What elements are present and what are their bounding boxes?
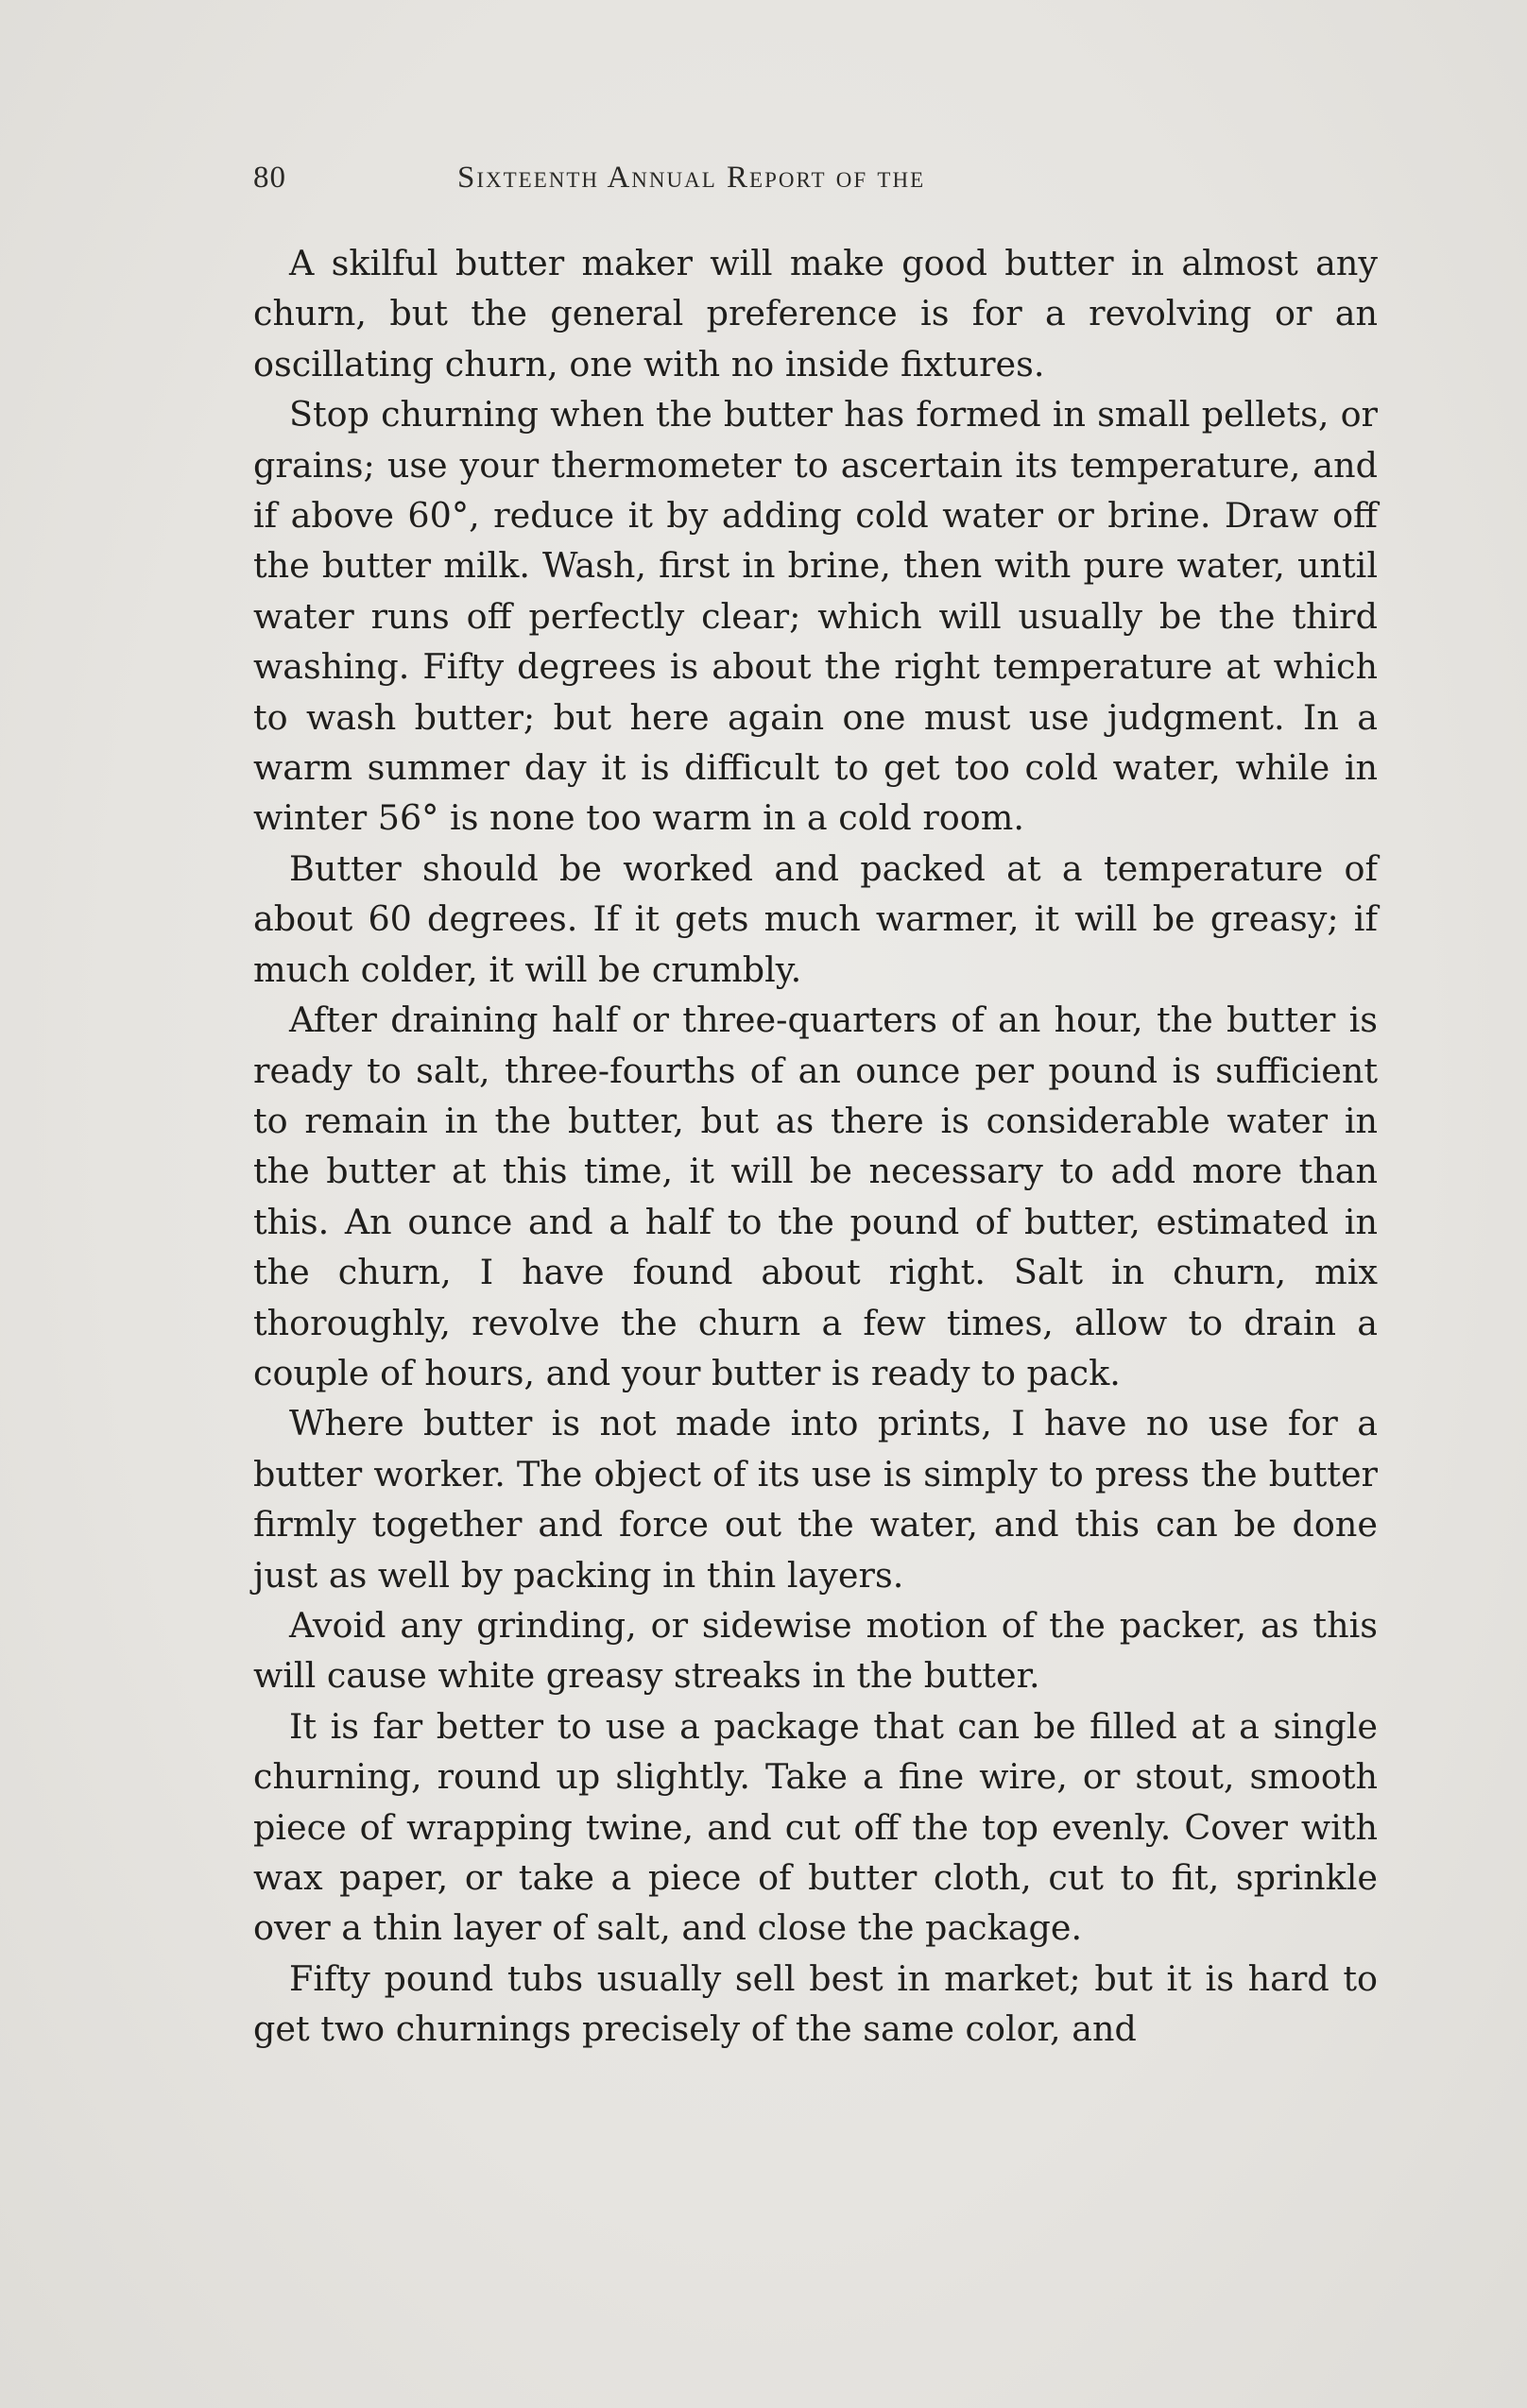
page-header xyxy=(253,161,1378,202)
paragraph-tubs: Fifty pound tubs usually sell best in market; but it is hard to get two churnings precisely of the same color, and xyxy=(253,1957,1378,2050)
page-number: 80 xyxy=(253,161,286,195)
body-text xyxy=(253,238,1378,2055)
paragraph-butter-worker: Where butter is not made into prints, I have no use for a butter worker. The object of its use is simply to press the butter firmly together and force out the water, and this can be done just as well by packing in thin layers. xyxy=(253,1403,1378,1596)
paragraph-avoid-grinding: Avoid any grinding, or sidewise motion of the packer, as this will cause white greasy streaks in the butter. xyxy=(253,1604,1378,1697)
paragraph-working-temperature: Butter should be worked and packed at a temperature of about 60 degrees. If it gets much warmer, it will be greasy; if much colder, it will be crumbly. xyxy=(253,847,1378,990)
paragraph-stop-churning: Stop churning when the butter has formed in small pellets, or grains; use your thermometer to ascertain its temperature, and if above 60°, reduce it by adding cold water or brine. Draw off the butter milk. Wash, first in brine, then with pure water, until water runs off perfectly clear; which will usually be the third washing. Fifty degrees is about the right temperature at which to wash butter; but here again one must use judgment. In a warm summer day it is difficult to get too cold water, while in winter 56° is none too warm in a cold room. xyxy=(253,394,1378,839)
paragraph-salting: After draining half or three-quarters of an hour, the butter is ready to salt, three-fourths of an ounce per pound is sufficient to remain in the butter, but as there is considerable water in the butter at this time, it will be necessary to add more than this. An ounce and a half to the pound of butter, estimated in the churn, I have found about right. Salt in churn, mix thoroughly, revolve the churn a few times, allow to drain a couple of hours, and your butter is ready to pack. xyxy=(253,999,1378,1393)
paragraph-churn-choice: A skilful butter maker will make good butter in almost any churn, but the general preference is for a revolving or an oscillating churn, one with no inside fixtures. xyxy=(253,243,1378,384)
paragraph-package: It is far better to use a package that can be filled at a single churning, round up slightly. Take a fine wire, or stout, smooth piece of wrapping twine, and cut off the top evenly. Cover with wax paper, or take a piece of butter cloth, cut to fit, sprinkle over a thin layer of salt, and close the package. xyxy=(253,1705,1378,1949)
running-title: Sixteenth Annual Report of the xyxy=(457,161,926,195)
